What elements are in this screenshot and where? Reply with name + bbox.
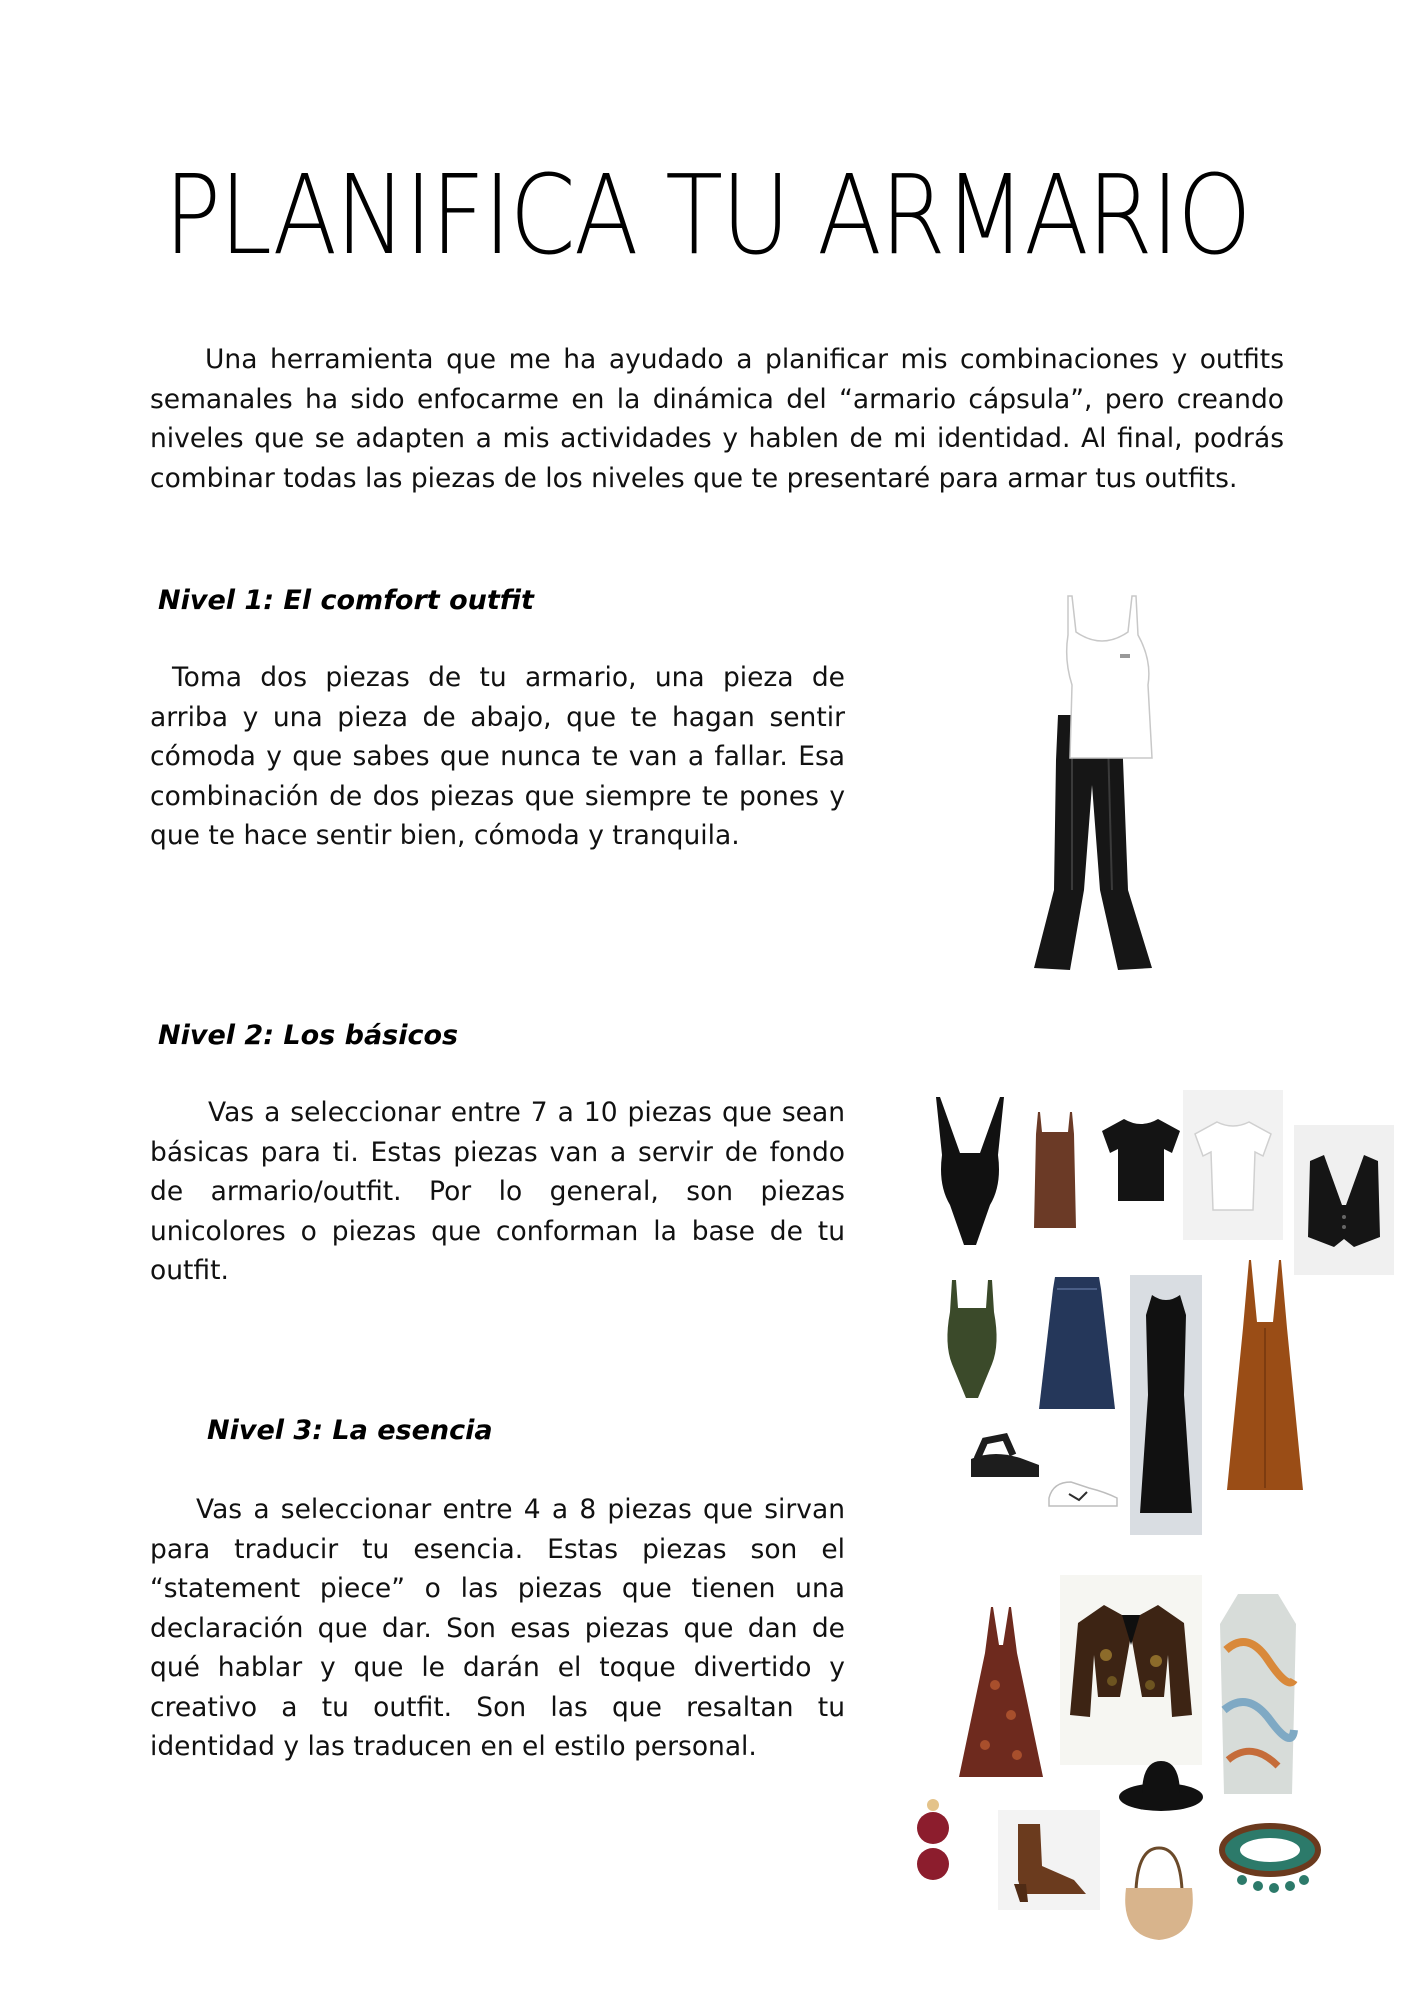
printed-mini-dress-image <box>955 1605 1047 1783</box>
level-2-heading: Nivel 2: Los básicos <box>158 1020 459 1051</box>
black-bodysuit-image <box>930 1095 1010 1247</box>
level-1-heading: Nivel 1: El comfort outfit <box>158 585 534 616</box>
black-hat-image <box>1118 1755 1204 1813</box>
intro-paragraph: Una herramienta que me ha ayudado a planificar mis combinaciones y outfits semanales ha sido enfocarme en la dinámica del “armario cápsula”, pero creando niveles que se adapten a mis actividades y hablen de mi identidad. Al final, podrás combinar todas las piezas de los niveles que te presentaré para armar tus outfits. <box>150 344 1284 494</box>
black-tshirt-image <box>1100 1115 1182 1205</box>
page-title: PLANIFICA TU ARMARIO <box>163 151 1251 279</box>
printed-kimono-image <box>1218 1590 1298 1800</box>
level-3-text: Vas a seleccionar entre 4 a 8 piezas que sirvan para traducir tu esencia. Estas piezas son el “statement piece” o las piezas que tienen una declaración que dar. Son esas piezas que dan de qué hablar y que le darán el toque divertido y creativo a tu outfit. Son las que resaltan tu identidad y las traducen en el estilo personal. <box>150 1494 845 1762</box>
straw-bag-image <box>1118 1840 1200 1945</box>
brocade-jacket-image <box>1060 1575 1202 1765</box>
black-sandals-image <box>965 1425 1043 1485</box>
white-tank-top-image <box>1067 596 1152 758</box>
level-1-text: Toma dos piezas de tu armario, una pieza de arriba y una pieza de abajo, que te hagan sentir cómoda y que sabes que nunca te van a fallar. Esa combinación de dos piezas que siempre te pones y que te hace sentir bien, cómoda y tranquila. <box>150 662 845 851</box>
black-vest-image <box>1294 1125 1394 1275</box>
denim-skirt-image <box>1037 1275 1117 1413</box>
rust-slip-dress-image <box>1225 1258 1305 1494</box>
white-tshirt-image <box>1183 1090 1283 1240</box>
green-swimsuit-image <box>942 1278 1002 1400</box>
black-maxi-dress-image <box>1130 1275 1202 1535</box>
red-earrings-image <box>912 1798 954 1886</box>
level-3-heading: Nivel 3: La esencia <box>207 1415 493 1446</box>
brown-ankle-boots-image <box>998 1810 1100 1910</box>
white-sneakers-image <box>1045 1470 1121 1512</box>
level-2-text: Vas a seleccionar entre 7 a 10 piezas que sean básicas para ti. Estas piezas van a servir de fondo de armario/outfit. Por lo general, son piezas unicolores o piezas que conforman la base de tu outfit. <box>150 1097 845 1286</box>
beaded-bracelet-image <box>1218 1818 1322 1902</box>
brown-camisole-image <box>1030 1110 1080 1232</box>
comfort-outfit-illustration <box>1020 590 1180 980</box>
